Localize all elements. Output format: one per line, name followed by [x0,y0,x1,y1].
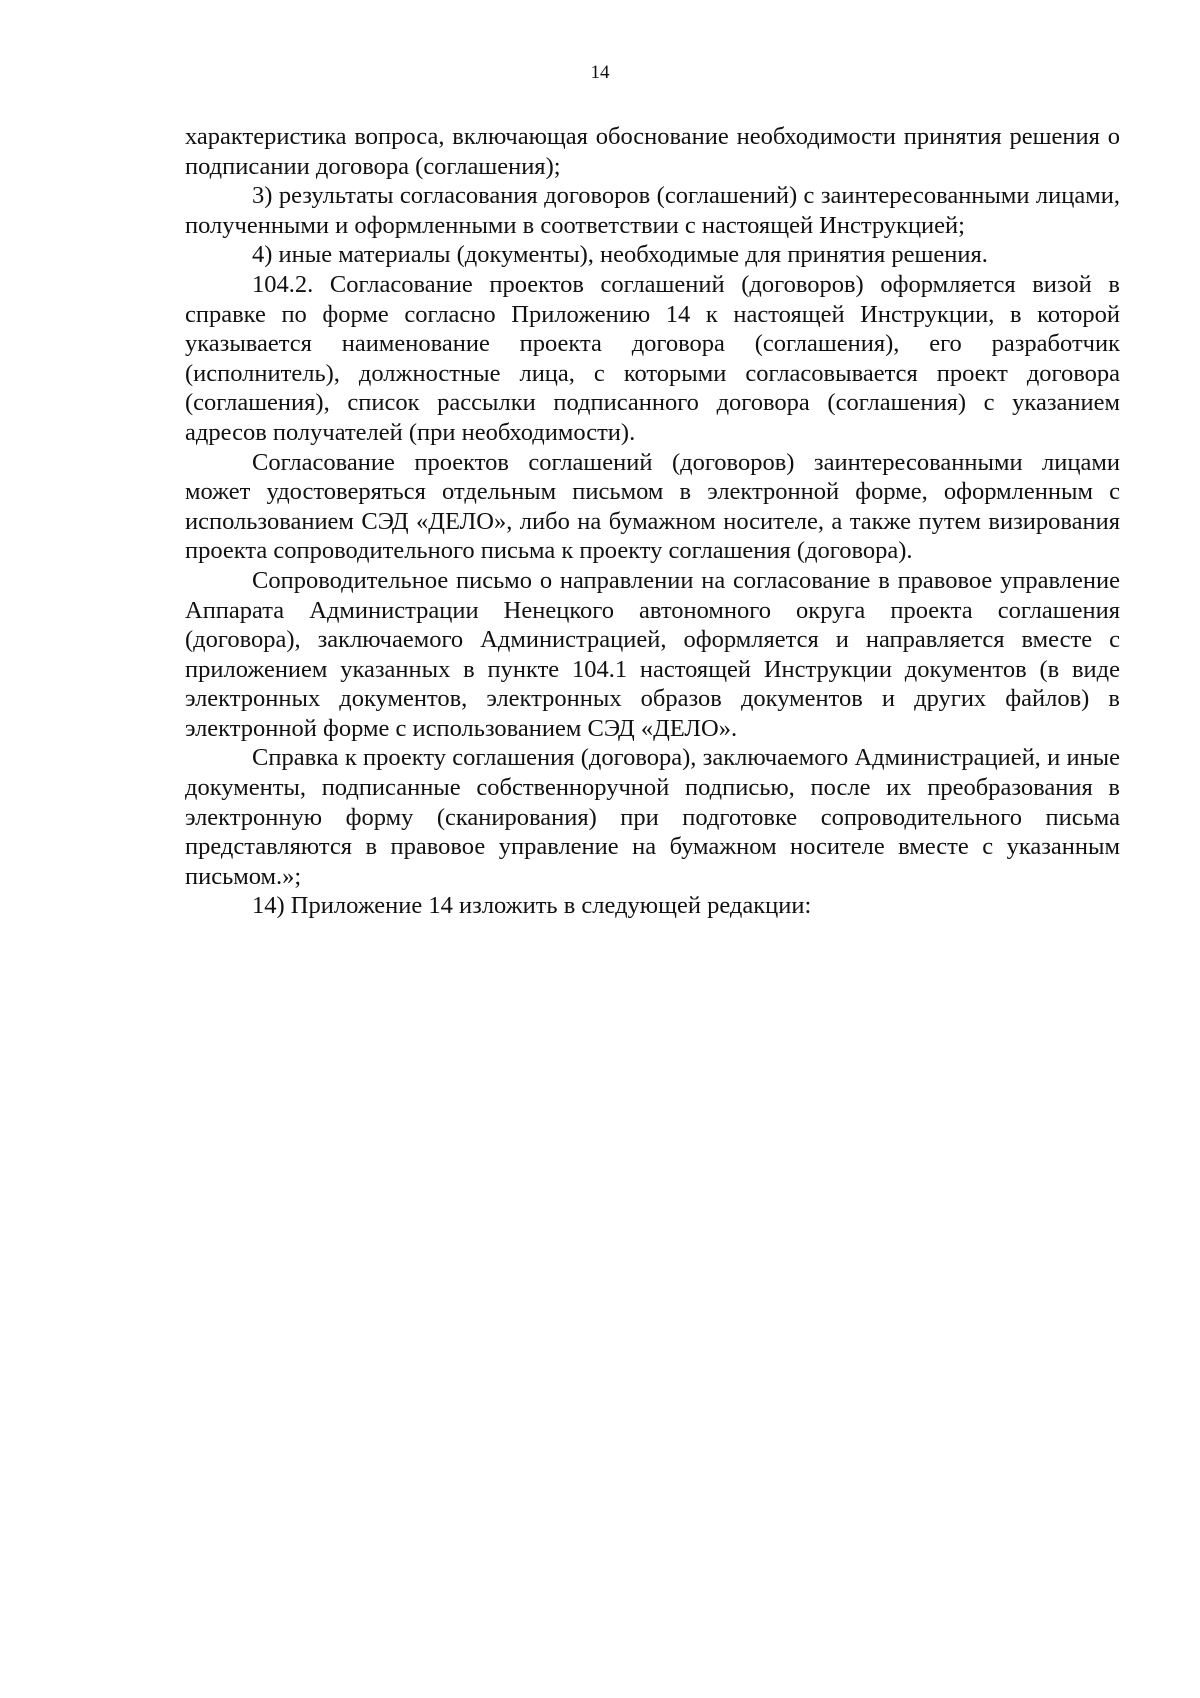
document-body [185,122,1120,921]
paragraph-cover-letter: Сопроводительное письмо о направлении на согласование в правовое управление Аппарата Администрации Ненецкого автономного округа проекта соглашения (договора), заключаемого Администрацией, оформляется и направляется вместе с приложением указанных в пункте 104.1 настоящей Инструкции документов (в виде электронных документов, электронных образов документов и других файлов) в электронной форме с использованием СЭД «ДЕЛО». [185,566,1120,742]
paragraph-reference-note: Справка к проекту соглашения (договора), заключаемого Администрацией, и иные документы, подписанные собственноручной подписью, после их преобразования в электронную форму (сканирования) при подготовке сопроводительного письма представляются в правовое управление на бумажном носителе вместе с указанным письмом.»; [185,744,1120,890]
paragraph-item-4: 4) иные материалы (документы), необходимые для принятия решения. [252,241,988,269]
page-number: 14 [590,62,610,83]
paragraph-characteristics: характеристика вопроса, включающая обоснование необходимости принятия решения о подписании договора (соглашения); [185,123,1120,180]
paragraph-clause-104-2: 104.2. Согласование проектов соглашений (договоров) оформляется визой в справке по форме согласно Приложению 14 к настоящей Инструкции, в которой указывается наименование проекта договора (соглашения), его разработчик (исполнитель), должностные лица, с которыми согласовывается проект договора (соглашения), список рассылки подписанного договора (соглашения) с указанием адресов получателей (при необходимости). [185,270,1120,446]
paragraph-approval-letter: Согласование проектов соглашений (договоров) заинтересованными лицами может удостоверяться отдельным письмом в электронной форме, оформленным с использованием СЭД «ДЕЛО», либо на бумажном носителе, а также путем визирования проекта сопроводительного письма к проекту соглашения (договора). [185,448,1120,565]
paragraph-item-3: 3) результаты согласования договоров (соглашений) с заинтересованными лицами, полученными и оформленными в соответствии с настоящей Инструкцией; [185,182,1120,239]
paragraph-item-14: 14) Приложение 14 изложить в следующей редакции: [252,892,812,920]
